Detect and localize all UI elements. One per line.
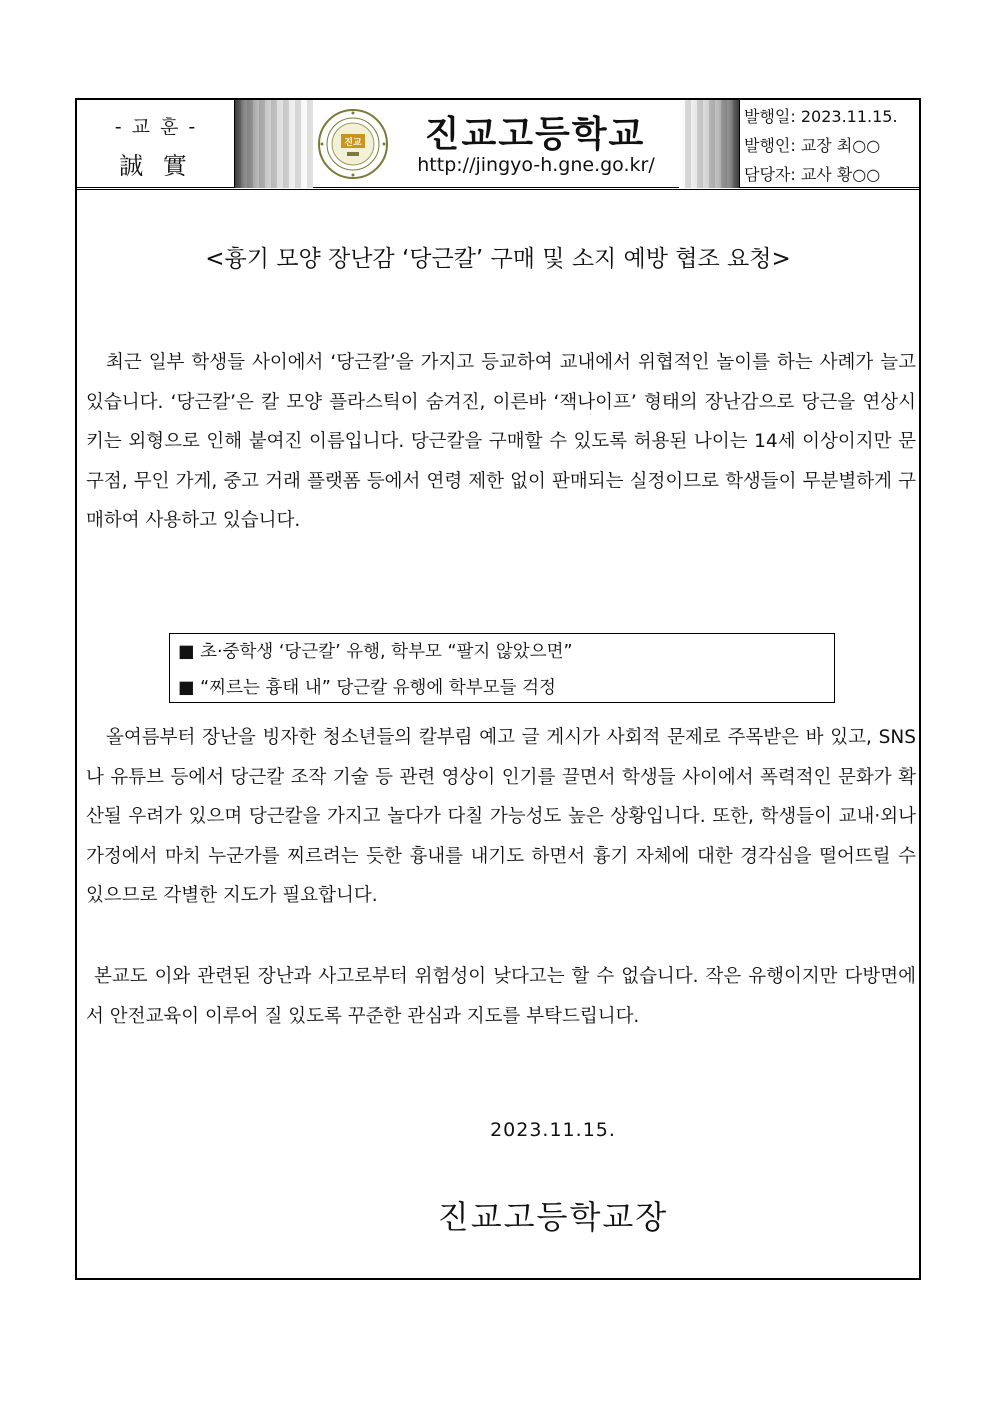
motto-label: - 교 훈 -: [114, 116, 198, 138]
headline-item: ■ “찌르는 흉태 내” 당근칼 유행에 학부모들 걱정: [178, 678, 556, 698]
manager: 담당자: 교사 황○○: [744, 165, 881, 184]
paragraph-request: 본교도 이와 관련된 장난과 사고로부터 위험성이 낮다고는 할 수 없습니다. 작은 유행이지만 다방면에서 안전교육이 이루어 질 있도록 꾸준한 관심과 지도를 부탁드립니다.: [86, 966, 916, 1027]
header-gradient-right: [679, 100, 739, 188]
headline-box: [169, 633, 835, 703]
document-frame: [75, 98, 921, 1280]
document-title: <흉기 모양 장난감 ‘당근칼’ 구매 및 소지 예방 협조 요청>: [205, 246, 791, 272]
publication-info: [739, 100, 919, 188]
newsletter-header: [77, 100, 919, 190]
motto-value: 誠 實: [119, 152, 193, 180]
document-date: 2023.11.15.: [490, 1119, 616, 1141]
svg-text:진교: 진교: [344, 138, 362, 148]
paragraph-concern: 올여름부터 장난을 빙자한 청소년들의 칼부림 예고 글 게시가 사회적 문제로 주목받은 바 있고, SNS나 유튜브 등에서 당근칼 조작 기술 등 관련 영상이 인기를 끌면서 학생들 사이에서 폭력적인 문화가 확산될 우려가 있으며 당근칼을 가지고 놀다가 다칠 가능성도 높은 상황입니다. 또한, 학생들이 교내·외나 가정에서 마치 누군가를 찌르려는 듯한 흉내를 내기도 하면서 흉기 자체에 대한 경각심을 떨어뜨릴 수 있으므로 각별한 지도가 필요합니다.: [86, 727, 916, 906]
issue-date: 발행일: 2023.11.15.: [744, 107, 898, 126]
headline-item: ■ 초·중학생 ‘당근칼’ 유행, 학부모 “팔지 않았으면”: [178, 642, 573, 662]
publisher: 발행인: 교장 최○○: [744, 136, 881, 155]
paragraph-intro: 최근 일부 학생들 사이에서 ‘당근칼’을 가지고 등교하여 교내에서 위협적인 놀이를 하는 사례가 늘고 있습니다. ‘당근칼’은 칼 모양 플라스틱이 숨겨진, 이른바 ‘잭나이프’ 형태의 장난감으로 당근을 연상시키는 외형으로 인해 붙여진 이름입니다. 당근칼을 구매할 수 있도록 허용된 나이는 14세 이상이지만 문구점, 무인 가게, 중고 거래 플랫폼 등에서 연령 제한 없이 판매되는 실정이므로 학생들이 무분별하게 구매하여 사용하고 있습니다.: [86, 352, 916, 531]
signature: 진교고등학교장: [437, 1198, 669, 1236]
school-emblem-icon: [317, 108, 389, 180]
school-name: 진교고등학교: [424, 114, 646, 155]
motto-box: [77, 100, 235, 188]
school-url[interactable]: http://jingyo-h.gne.go.kr/: [417, 154, 655, 176]
header-gradient-left: [235, 100, 313, 188]
